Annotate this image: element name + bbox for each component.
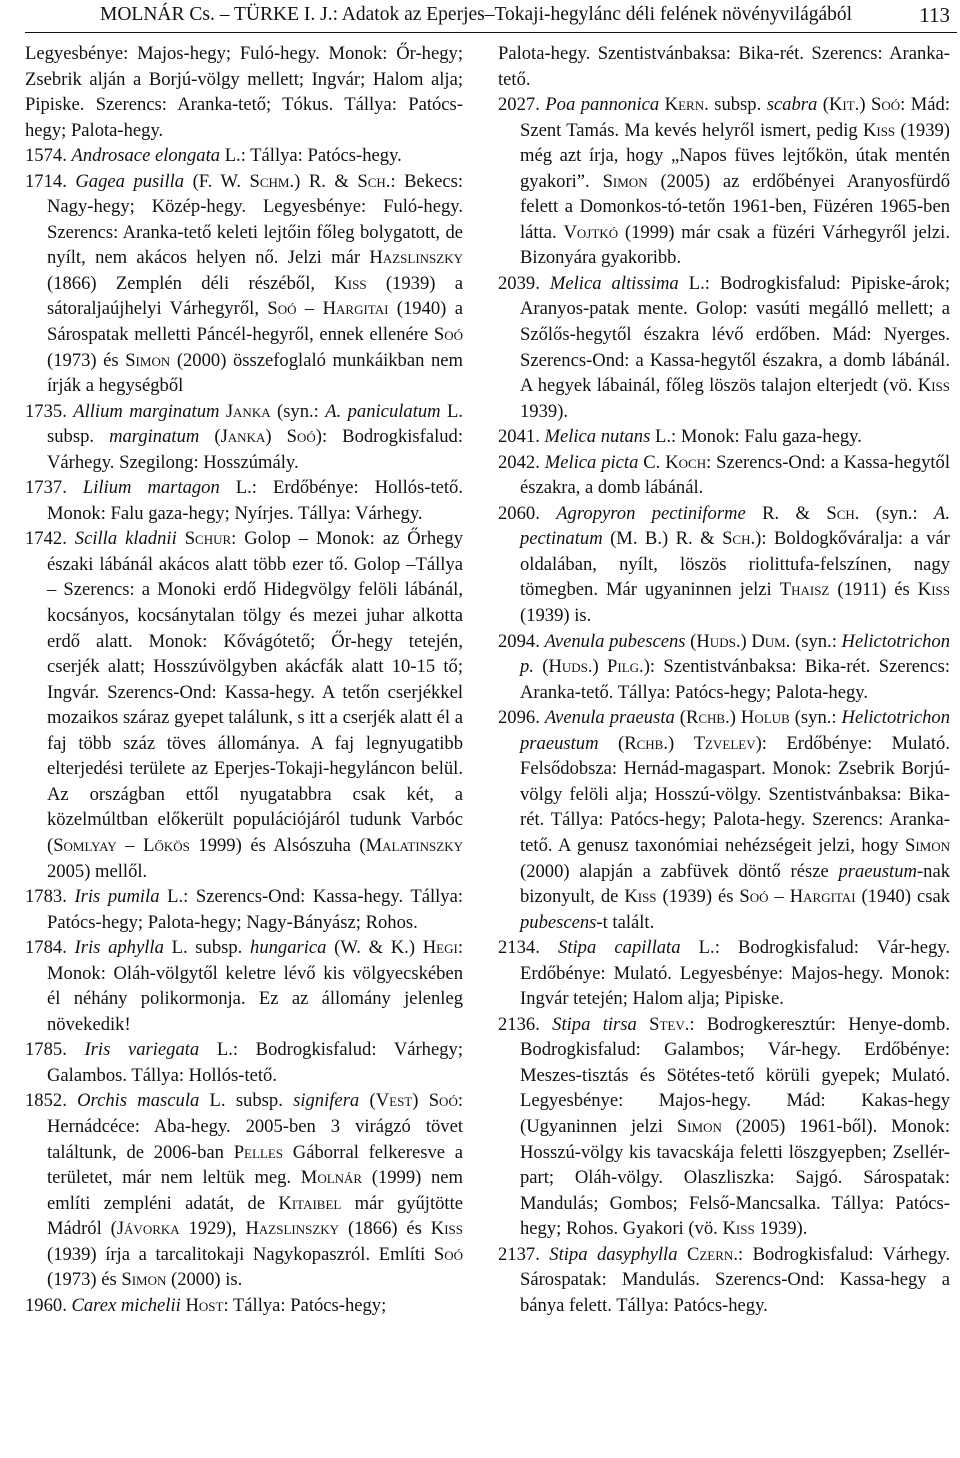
species-entry: 1574. Androsace elongata L.: Tállya: Patócs-hegy.: [25, 145, 402, 167]
page-number: 113: [919, 3, 950, 27]
species-entry: 1735. Allium marginatum Janka (syn.: A. paniculatum L. subsp. marginatum (Janka) Soó): Bodrogkisfalud: Várhegy. Szegilong: Hosszúmály.: [25, 400, 464, 473]
species-entry: 1852. Orchis mascula L. subsp. signifera (Vest) Soó: Hernádcéce: Aba-hegy. 2005-ben 3 virágzó tövet találtunk, de 2006-ban Pelles Gáborral felkeresve a területet, már nem leltük meg. Molnár (1999) nem említi zempléni adatát, de Kitaibel már gyűjtötte Mádról (Jávorka 1929), Hazslinszky (1866) és Kiss (1939) írja a tarcalitokaji Nagykopaszról. Említi Soó (1973) és Simon (2000) is.: [25, 1090, 464, 1291]
species-entry: 2134. Stipa capillata L.: Bodrogkisfalud: Vár-hegy. Erdőbénye: Mulató. Legyesbénye: Majos-hegy. Monok: Ingvár tetején; Halom alja; Pipiske.: [498, 937, 950, 1010]
species-entry: 2041. Melica nutans L.: Monok: Falu gaza-hegy.: [498, 426, 862, 448]
species-entry: 2042. Melica picta C. Koch: Szerencs-Ond: a Kassa-hegytől északra, a domb lábánál.: [498, 451, 950, 499]
running-header: [100, 2, 960, 32]
species-entry: 2096. Avenula praeusta (Rchb.) Holub (syn.: Helictotrichon praeustum (Rchb.) Tzvelev): Erdőbénye: Mulató. Felsődobsza: Hernád-magaspart. Monok: Zsebrik Borjú-völgy felöli alja; Hosszú-völgy. Szentistvánbaksa: Bika-rét. Tállya: Patócs-hegy; Palota-hegy. Szerencs: Aranka-tető. A genusz taxonómiai nehézségeit jelzi, hogy Simon (2000) alapján a zabfüvek döntő része praeustum-nak bizonyult, de Kiss (1939) és Soó – Hargitai (1940) csak pubescens-t talált.: [498, 707, 951, 933]
continued-paragraph: Legyesbénye: Majos-hegy; Fuló-hegy. Monok: Őr-hegy; Zsebrik alján a Borjú-völgy mellett; Ingvár; Halom alja; Pipiske. Szerencs: Aranka-tető; Tókus. Tállya: Patócs-hegy; Palota-hegy.: [25, 43, 463, 141]
species-entry: 2039. Melica altissima L.: Bodrogkisfalud: Pipiske-árok; Aranyos-patak mente. Golop: vasúti megálló mellett; a Szőlős-hegytől északra lévő erdőben. Mád: Nyerges. Szerencs-Ond: a Kassa-hegytől északra, a domb lábánál. A hegyek lábainál, főleg löszös talajon elterjedt (vö. Kiss 1939).: [498, 272, 950, 422]
species-entry: 2094. Avenula pubescens (Huds.) Dum. (syn.: Helictotrichon p. (Huds.) Pilg.): Szentistvánbaksa: Bika-rét. Szerencs: Aranka-tető. Tállya: Patócs-hegy; Palota-hegy.: [498, 630, 950, 703]
left-column: [25, 41, 463, 1318]
header-rule: [25, 32, 957, 33]
species-entry: 1785. Iris variegata L.: Bodrogkisfalud: Várhegy; Galambos. Tállya: Hollós-tető.: [25, 1039, 463, 1086]
species-entry: 2136. Stipa tirsa Stev.: Bodrogkeresztúr: Henye-domb. Bodrogkisfalud: Galambos; Vár-hegy. Erdőbénye: Meszes-tisztás és Sötétes-tető körüli gyepek; Mulató. Legyesbénye: Majos-hegy. Mád: Kakas-hegy (Ugyaninnen jelzi Simon (2005) 1961-ből). Monok: Hosszú-völgy kis tavacskája feletti löszgyepben; Zsellér-part; Oláh-völgy. Olaszliszka: Sajgó. Sárospatak: Mandulás; Gombos; Felső-Mancsalka. Tállya: Patócs-hegy; Rohos. Gyakori (vö. Kiss 1939).: [498, 1013, 951, 1240]
species-entry: 1783. Iris pumila L.: Szerencs-Ond: Kassa-hegy. Tállya: Patócs-hegy; Palota-hegy; Nagy-Bányász; Rohos.: [25, 886, 464, 933]
species-entry: 1784. Iris aphylla L. subsp. hungarica (W. & K.) Hegi: Monok: Oláh-völgytől keletre lévő kis völgyecskében él néhány polikormonja. Ez az állomány jelenleg növekedik!: [25, 937, 463, 1035]
species-entry: 2137. Stipa dasyphylla Czern.: Bodrogkisfalud: Várhegy. Sárospatak: Mandulás. Szerencs-Ond: Kassa-hegy a bánya felett. Tállya: Patócs-hegy.: [498, 1243, 950, 1316]
species-entry: 1737. Lilium martagon L.: Erdőbénye: Hollós-tető. Monok: Falu gaza-hegy; Nyírjes. Tállya: Várhegy.: [25, 477, 464, 524]
species-entry: 2027. Poa pannonica Kern. subsp. scabra (Kit.) Soó: Mád: Szent Tamás. Ma kevés helyről ismert, pedig Kiss (1939) még azt írja, hogy „Napos füves lejtőkön, útak mentén gyakori”. Simon (2005) az erdőbényei Aranyosfürdő felett a Domonkos-tó-tetőn 1961-ben, Füzéren 1965-ben látta. Vojtkó (1999) már csak a füzéri Várhegyről jelzi. Bizonyára gyakoribb.: [498, 94, 950, 269]
continued-paragraph: Palota-hegy. Szentistvánbaksa: Bika-rét. Szerencs: Aranka-tető.: [498, 43, 950, 90]
running-title: MOLNÁR Cs. – TÜRKE I. J.: Adatok az Eperjes–Tokaji-hegylánc déli felének növényvilágából: [100, 4, 853, 25]
species-entry: 1714. Gagea pusilla (F. W. Schm.) R. & Sch.: Bekecs: Nagy-hegy; Közép-hegy. Legyesbénye: Fuló-hegy. Szerencs: Aranka-tető keleti lejtőin főleg bolygatott, de nyílt, nem akácos helyen nő. Jelzi már Hazslinszky (1866) Zemplén déli részéből, Kiss (1939) a sátoraljaújhelyi Várhegyről, Soó – Hargitai (1940) a Sárospatak melletti Páncél-hegyről, ennek ellenére Soó (1973) és Simon (2000) összefoglaló munkáikban nem írják a hegységből: [25, 170, 464, 397]
right-column: [498, 41, 950, 1318]
species-entry: 1742. Scilla kladnii Schur: Golop – Monok: az Őrhegy északi lábánál akácos alatt több ezer tő. Golop –Tállya – Szerencs: a Monoki erdő Hidegvölgy felöli lábánál, kocsányos, kocsánytalan tölgy és mezei juhar alkotta erdő alatt. Monok: Kővágótető; Őr-hegy tetején, cserjék alatt; Hosszúvölgyben akácfák alatt 10-15 tő; Ingvár. Szerencs-Ond: Kassa-hegy. A tetőn cserjékkel mozaikos száraz gyepet találunk, s itt a cserjék alatt él a faj több száz töves állománya. A faj legnyugatibb elterjedési területe az Eperjes-Tokaji-hegyláncon belül. Az országban ettől nyugatabbra csak két, a közelmúltban előkerült populációjáról tudunk Varbóc (Somlyay – Lőkös 1999) és Alsószuha (Malatinszky 2005) mellől.: [25, 528, 464, 882]
species-entry: 2060. Agropyron pectiniforme R. & Sch. (syn.: A. pectinatum (M. B.) R. & Sch.): Boldogkőváralja: a vár oldalában, nyílt, löszös riolittufa-felszínen, nagy tömegben. Már ugyaninnen jelzi Thaisz (1911) és Kiss (1939) is.: [498, 502, 950, 627]
species-entry: 1960. Carex michelii Host: Tállya: Patócs-hegy;: [25, 1294, 387, 1316]
